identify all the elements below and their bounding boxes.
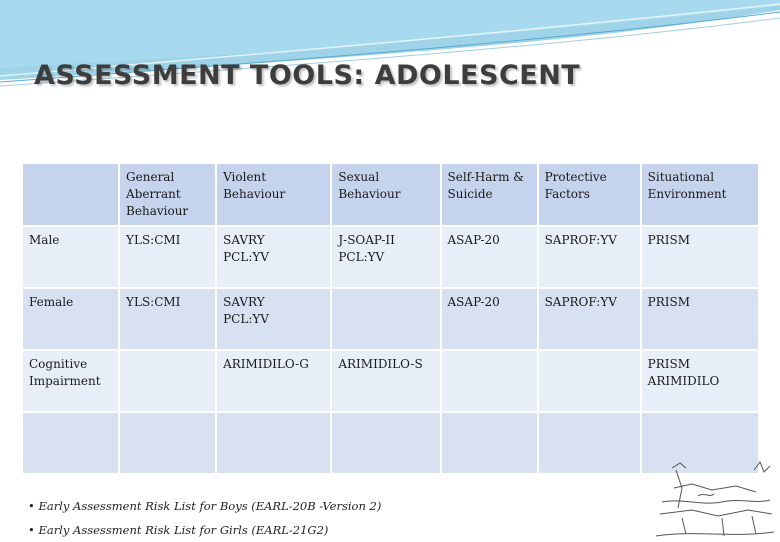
table-cell: ARIMIDILO-S <box>332 351 439 411</box>
table-row <box>23 351 758 411</box>
header-cell <box>23 164 118 225</box>
footnote-item: • Early Assessment Risk List for Girls (EARL-21G2) <box>28 523 329 537</box>
header-cell: Violent Behaviour <box>217 164 330 225</box>
table-cell <box>217 413 330 473</box>
table-cell <box>120 351 215 411</box>
table-cell: YLS:CMI <box>120 227 215 287</box>
table-cell: SAPROF:YV <box>539 227 640 287</box>
header-cell: Sexual Behaviour <box>332 164 439 225</box>
table-cell: PRISM <box>642 289 758 349</box>
table-cell: ASAP-20 <box>442 289 537 349</box>
table-row <box>23 289 758 349</box>
table-header-row <box>23 164 758 225</box>
table-cell <box>332 413 439 473</box>
table-row <box>23 227 758 287</box>
table-cell: PRISM <box>642 227 758 287</box>
table-cell: YLS:CMI <box>120 289 215 349</box>
table-cell: ARIMIDILO-G <box>217 351 330 411</box>
table-cell <box>442 351 537 411</box>
assessment-table <box>21 162 760 475</box>
table-cell: PRISM ARIMIDILO <box>642 351 758 411</box>
header-cell: Protective Factors <box>539 164 640 225</box>
table-cell <box>332 289 439 349</box>
table-cell: SAPROF:YV <box>539 289 640 349</box>
header-cell: Self-Harm & Suicide <box>442 164 537 225</box>
page-title: ASSESSMENT TOOLS: ADOLESCENT <box>34 60 581 91</box>
table-row <box>23 413 758 473</box>
table-cell: SAVRY PCL:YV <box>217 289 330 349</box>
header-cell: Situational Environment <box>642 164 758 225</box>
table-cell: ASAP-20 <box>442 227 537 287</box>
table-cell <box>539 351 640 411</box>
table-cell <box>539 413 640 473</box>
table-cell: J-SOAP-II PCL:YV <box>332 227 439 287</box>
row-label: Cognitive Impairment <box>23 351 118 411</box>
table-cell: SAVRY PCL:YV <box>217 227 330 287</box>
row-label <box>23 413 118 473</box>
row-label: Female <box>23 289 118 349</box>
table-cell <box>442 413 537 473</box>
row-label: Male <box>23 227 118 287</box>
header-cell: General Aberrant Behaviour <box>120 164 215 225</box>
footnotes <box>28 494 381 542</box>
table-cell <box>120 413 215 473</box>
sketch-scene-icon <box>652 458 778 540</box>
footnote-item: • Early Assessment Risk List for Boys (EARL-20B -Version 2) <box>28 499 382 513</box>
